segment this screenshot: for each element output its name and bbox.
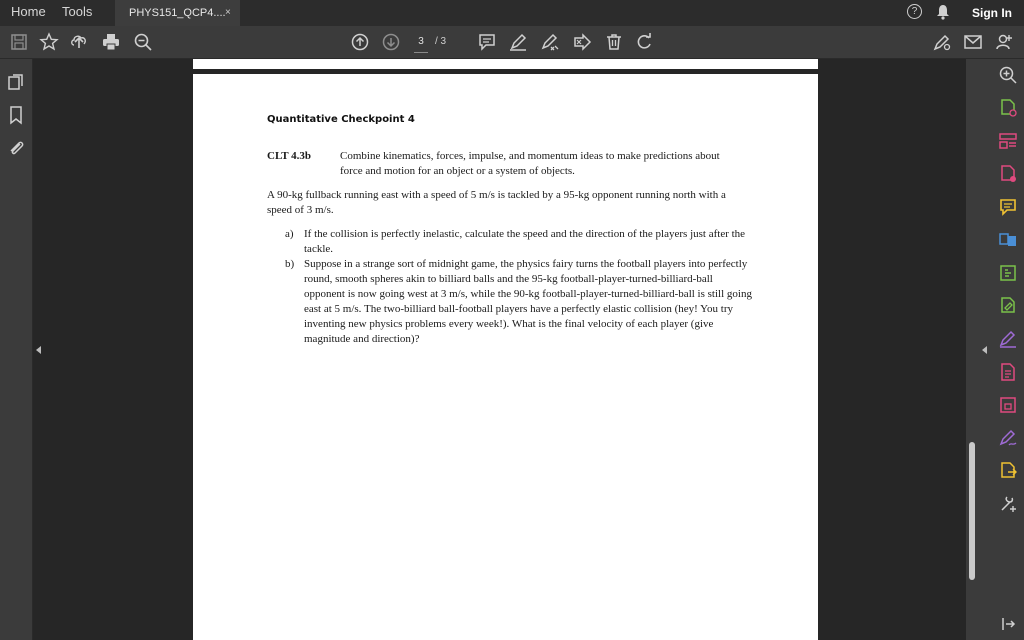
highlight-pen-icon[interactable] — [508, 32, 528, 52]
comment-icon[interactable] — [477, 32, 497, 52]
left-navigation-rail — [0, 59, 33, 640]
fill-sign-icon[interactable] — [998, 329, 1018, 349]
rotate-icon[interactable] — [634, 32, 654, 52]
sign-tool-icon[interactable] — [998, 428, 1018, 448]
share-upload-icon[interactable] — [69, 32, 89, 52]
scan-ocr-icon[interactable] — [998, 263, 1018, 283]
page-thumbnails-icon[interactable] — [6, 72, 26, 92]
edit-pdf-icon[interactable] — [998, 296, 1018, 316]
bookmark-star-icon[interactable] — [39, 32, 59, 52]
tools-tab[interactable]: Tools — [62, 4, 93, 19]
document-heading: Quantitative Checkpoint 4 — [267, 114, 415, 125]
email-icon[interactable] — [963, 32, 983, 52]
attachments-icon[interactable] — [6, 138, 26, 158]
forms-icon[interactable] — [998, 362, 1018, 382]
delete-icon[interactable] — [604, 32, 624, 52]
current-page-input[interactable]: 3 — [414, 32, 428, 53]
collapse-right-panel-icon[interactable] — [982, 346, 987, 354]
page-count-label: / 3 — [435, 36, 447, 47]
print-icon[interactable] — [101, 32, 121, 52]
share-people-icon[interactable] — [994, 32, 1014, 52]
question-a-label: a) — [285, 228, 294, 240]
sign-in-button[interactable]: Sign In — [972, 6, 1012, 20]
bookmarks-icon[interactable] — [6, 105, 26, 125]
protect-icon[interactable] — [998, 395, 1018, 415]
help-icon[interactable]: ? — [907, 4, 922, 19]
problem-statement: A 90-kg fullback running east with a speed of 5 m/s is tackled by a 95-kg opponent running north with a speed of 3 m/s. — [267, 189, 726, 216]
document-tab[interactable] — [115, 0, 240, 26]
scrollbar-thumb[interactable] — [969, 442, 975, 580]
clt-code: CLT 4.3b — [267, 150, 312, 162]
tab-bar — [0, 0, 1024, 26]
page-down-icon[interactable] — [381, 32, 401, 52]
combine-files-icon[interactable] — [998, 230, 1018, 250]
sign-icon[interactable] — [540, 32, 560, 52]
document-tab-title: PHYS151_QCP4.... — [129, 7, 226, 19]
page-up-icon[interactable] — [350, 32, 370, 52]
expand-panel-icon[interactable] — [998, 614, 1018, 634]
save-icon[interactable] — [9, 32, 29, 52]
question-b-text: Suppose in a strange sort of midnight game, the physics fairy turns the football players into perfectly round, smooth spheres akin to billiard balls and the 95-kg football-player-turned-billiard-ball opponent is now going west at 3 m/s, while the 90-kg football-player-turned-billiard-ball is still going east at 5 m/s. The two-billiard ball-football players have a perfectly elastic collision (hey! You try inventing new physics problems every week!). What is the final velocity of each player (give magnitude and direction)? — [304, 258, 752, 345]
organize-pages-icon[interactable] — [998, 131, 1018, 151]
send-review-icon[interactable] — [998, 461, 1018, 481]
notification-bell-icon[interactable] — [936, 4, 950, 25]
collapse-left-panel-icon[interactable] — [36, 346, 41, 354]
clt-description: Combine kinematics, forces, impulse, and momentum ideas to make predictions about force and motion for an object or a system of objects. — [340, 150, 720, 177]
question-a-text: If the collision is perfectly inelastic, calculate the speed and the direction of the players just after the tackle. — [304, 228, 746, 255]
comment-tool-icon[interactable] — [998, 197, 1018, 217]
question-b-label: b) — [285, 258, 295, 270]
more-tools-icon[interactable] — [998, 494, 1018, 514]
close-tab-icon[interactable]: × — [225, 7, 231, 18]
export-pdf-icon[interactable] — [998, 98, 1018, 118]
main-toolbar — [0, 26, 1024, 59]
create-pdf-icon[interactable] — [998, 164, 1018, 184]
send-icon[interactable] — [572, 32, 592, 52]
zoom-in-icon[interactable] — [998, 65, 1018, 85]
zoom-out-icon[interactable] — [133, 32, 153, 52]
home-tab[interactable]: Home — [11, 4, 46, 19]
previous-page-bottom — [193, 59, 818, 69]
pen-link-icon[interactable] — [932, 32, 952, 52]
